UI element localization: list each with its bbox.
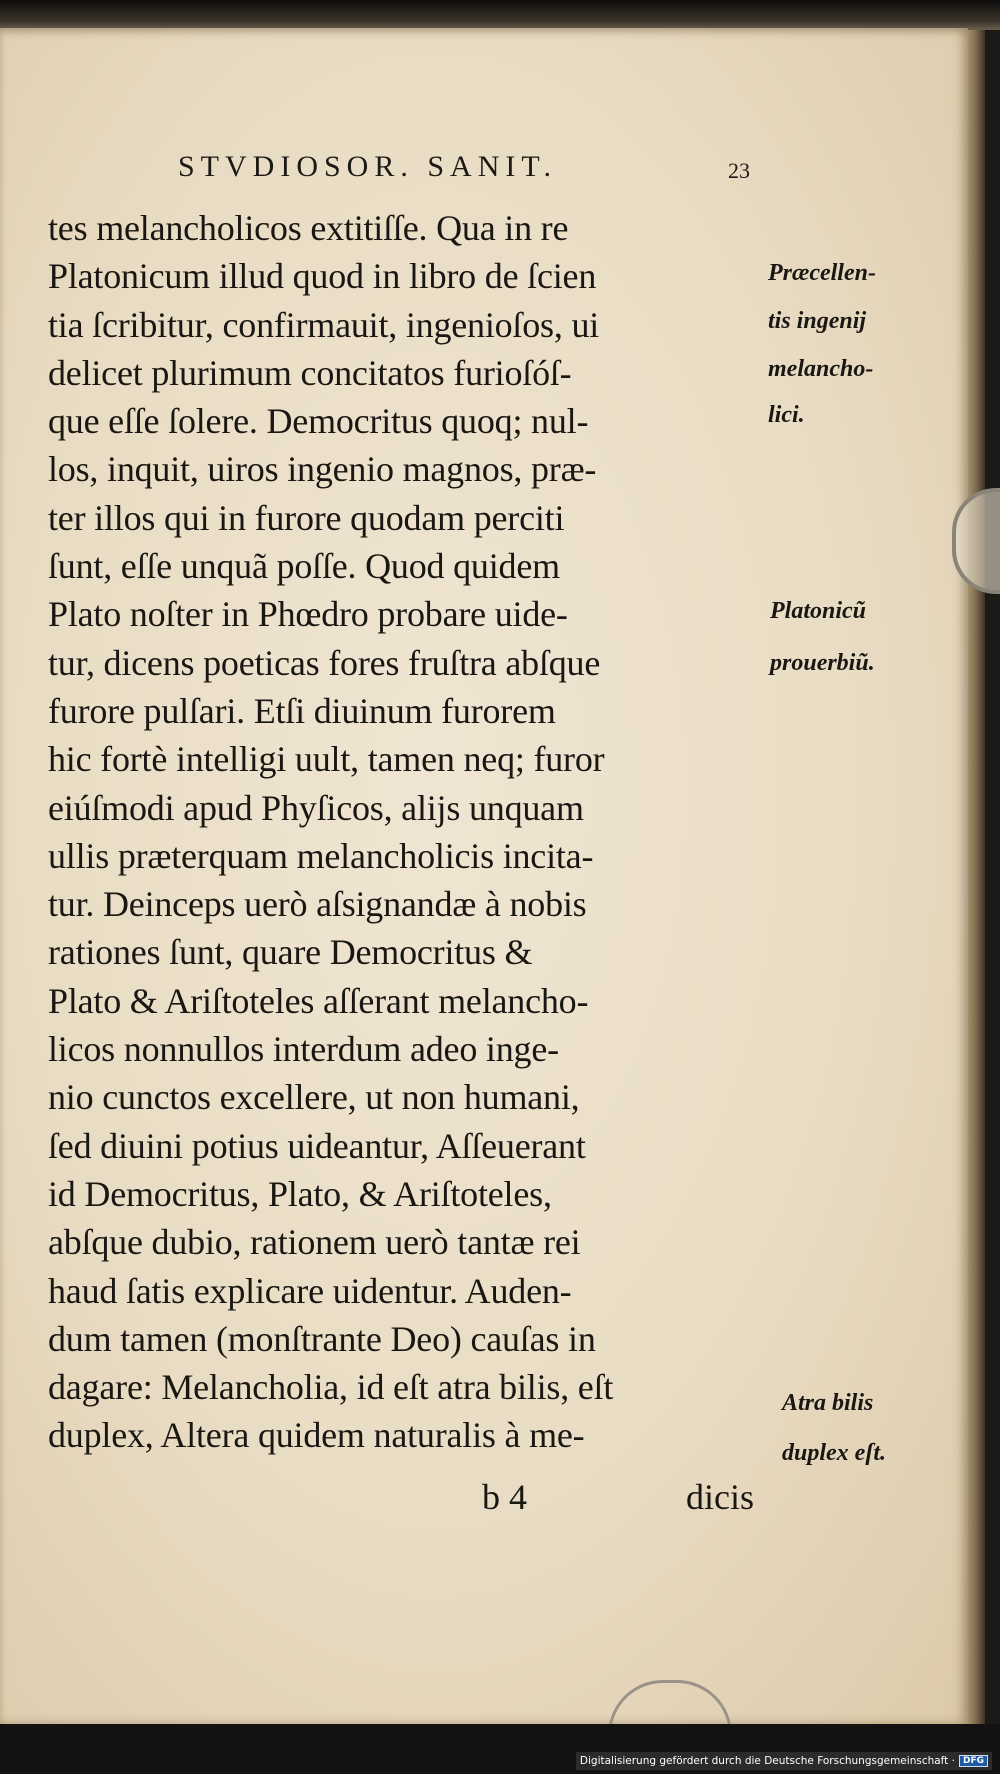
text-line: haud ſatis explicare uidentur. Auden- bbox=[48, 1270, 572, 1311]
text-line: furore pulſari. Etſi diuinum furorem bbox=[48, 690, 556, 731]
digitization-credit bbox=[576, 1752, 992, 1770]
text-line: nio cunctos excellere, ut non humani, bbox=[48, 1077, 580, 1118]
marginal-note-2-line-2: prouerbiũ. bbox=[770, 650, 875, 676]
signature-mark: b 4 bbox=[482, 1477, 527, 1517]
text-line: ſed diuini potius uideantur, Aſſeuerant bbox=[48, 1125, 586, 1166]
marginal-note-1-line-4: lici. bbox=[768, 402, 805, 428]
text-line: hic fortè intelligi uult, tamen neq; furor bbox=[48, 739, 605, 780]
text-line: tia ſcribitur, confirmauit, ingenioſos, ui bbox=[48, 304, 600, 345]
marginal-note-3-line-2: duplex eſt. bbox=[782, 1440, 886, 1466]
text-line: ſunt, eſſe unquã poſſe. Quod quidem bbox=[48, 546, 560, 587]
text-line: eiúſmodi apud Phyſicos, alijs unquam bbox=[48, 787, 584, 828]
text-line: que eſſe ſolere. Democritus quoq; nul- bbox=[48, 401, 589, 442]
main-text bbox=[48, 204, 778, 1460]
text-line: tur. Deinceps uerò aſsignandæ à nobis bbox=[48, 884, 587, 925]
text-line: dagare: Melancholia, id eſt atra bilis, eſt bbox=[48, 1367, 614, 1408]
text-line: delicet plurimum concitatos furioſóſ- bbox=[48, 352, 572, 393]
text-line: tur, dicens poeticas fores fruſtra abſque bbox=[48, 642, 601, 683]
marginal-note-2-line-1: Platonicũ bbox=[770, 598, 867, 624]
text-line: ter illos qui in furore quodam perciti bbox=[48, 497, 565, 538]
text-line: rationes ſunt, quare Democritus & bbox=[48, 932, 533, 973]
credit-text: Digitalisierung gefördert durch die Deutsche Forschungsgemeinschaft · bbox=[579, 1755, 955, 1767]
text-line: Plato noſter in Phœdro probare uide- bbox=[48, 594, 568, 635]
text-line: licos nonnullos interdum adeo inge- bbox=[48, 1029, 559, 1070]
text-line: id Democritus, Plato, & Ariſtoteles, bbox=[48, 1173, 552, 1214]
marginal-note-1-line-2: tis ingenij bbox=[768, 308, 867, 334]
marginal-note-3-line-1: Atra bilis bbox=[782, 1390, 874, 1416]
book-top-edge bbox=[0, 0, 1000, 30]
text-line: dum tamen (monſtrante Deo) cauſas in bbox=[48, 1318, 596, 1359]
text-line: duplex, Altera quidem naturalis à me- bbox=[48, 1415, 585, 1456]
dfg-logo: DFG bbox=[959, 1755, 988, 1767]
marginal-note-1-line-3: melancho- bbox=[768, 356, 874, 382]
text-line: Platonicum illud quod in libro de ſcien bbox=[48, 256, 597, 297]
marginal-note-1-line-1: Præcellen- bbox=[768, 260, 876, 286]
catchword: dicis bbox=[686, 1477, 754, 1517]
folio-number: 23 bbox=[728, 158, 750, 183]
text-line: ullis præterquam melancholicis incita- bbox=[48, 835, 594, 876]
text-line: tes melancholicos extitiſſe. Qua in re bbox=[48, 208, 569, 248]
text-line: abſque dubio, rationem uerò tantæ rei bbox=[48, 1222, 581, 1263]
text-line: los, inquit, uiros ingenio magnos, præ- bbox=[48, 449, 597, 490]
text-line: Plato & Ariſtoteles aſſerant melancho- bbox=[48, 980, 589, 1021]
running-head-title: STVDIOSOR. SANIT. bbox=[178, 150, 557, 183]
